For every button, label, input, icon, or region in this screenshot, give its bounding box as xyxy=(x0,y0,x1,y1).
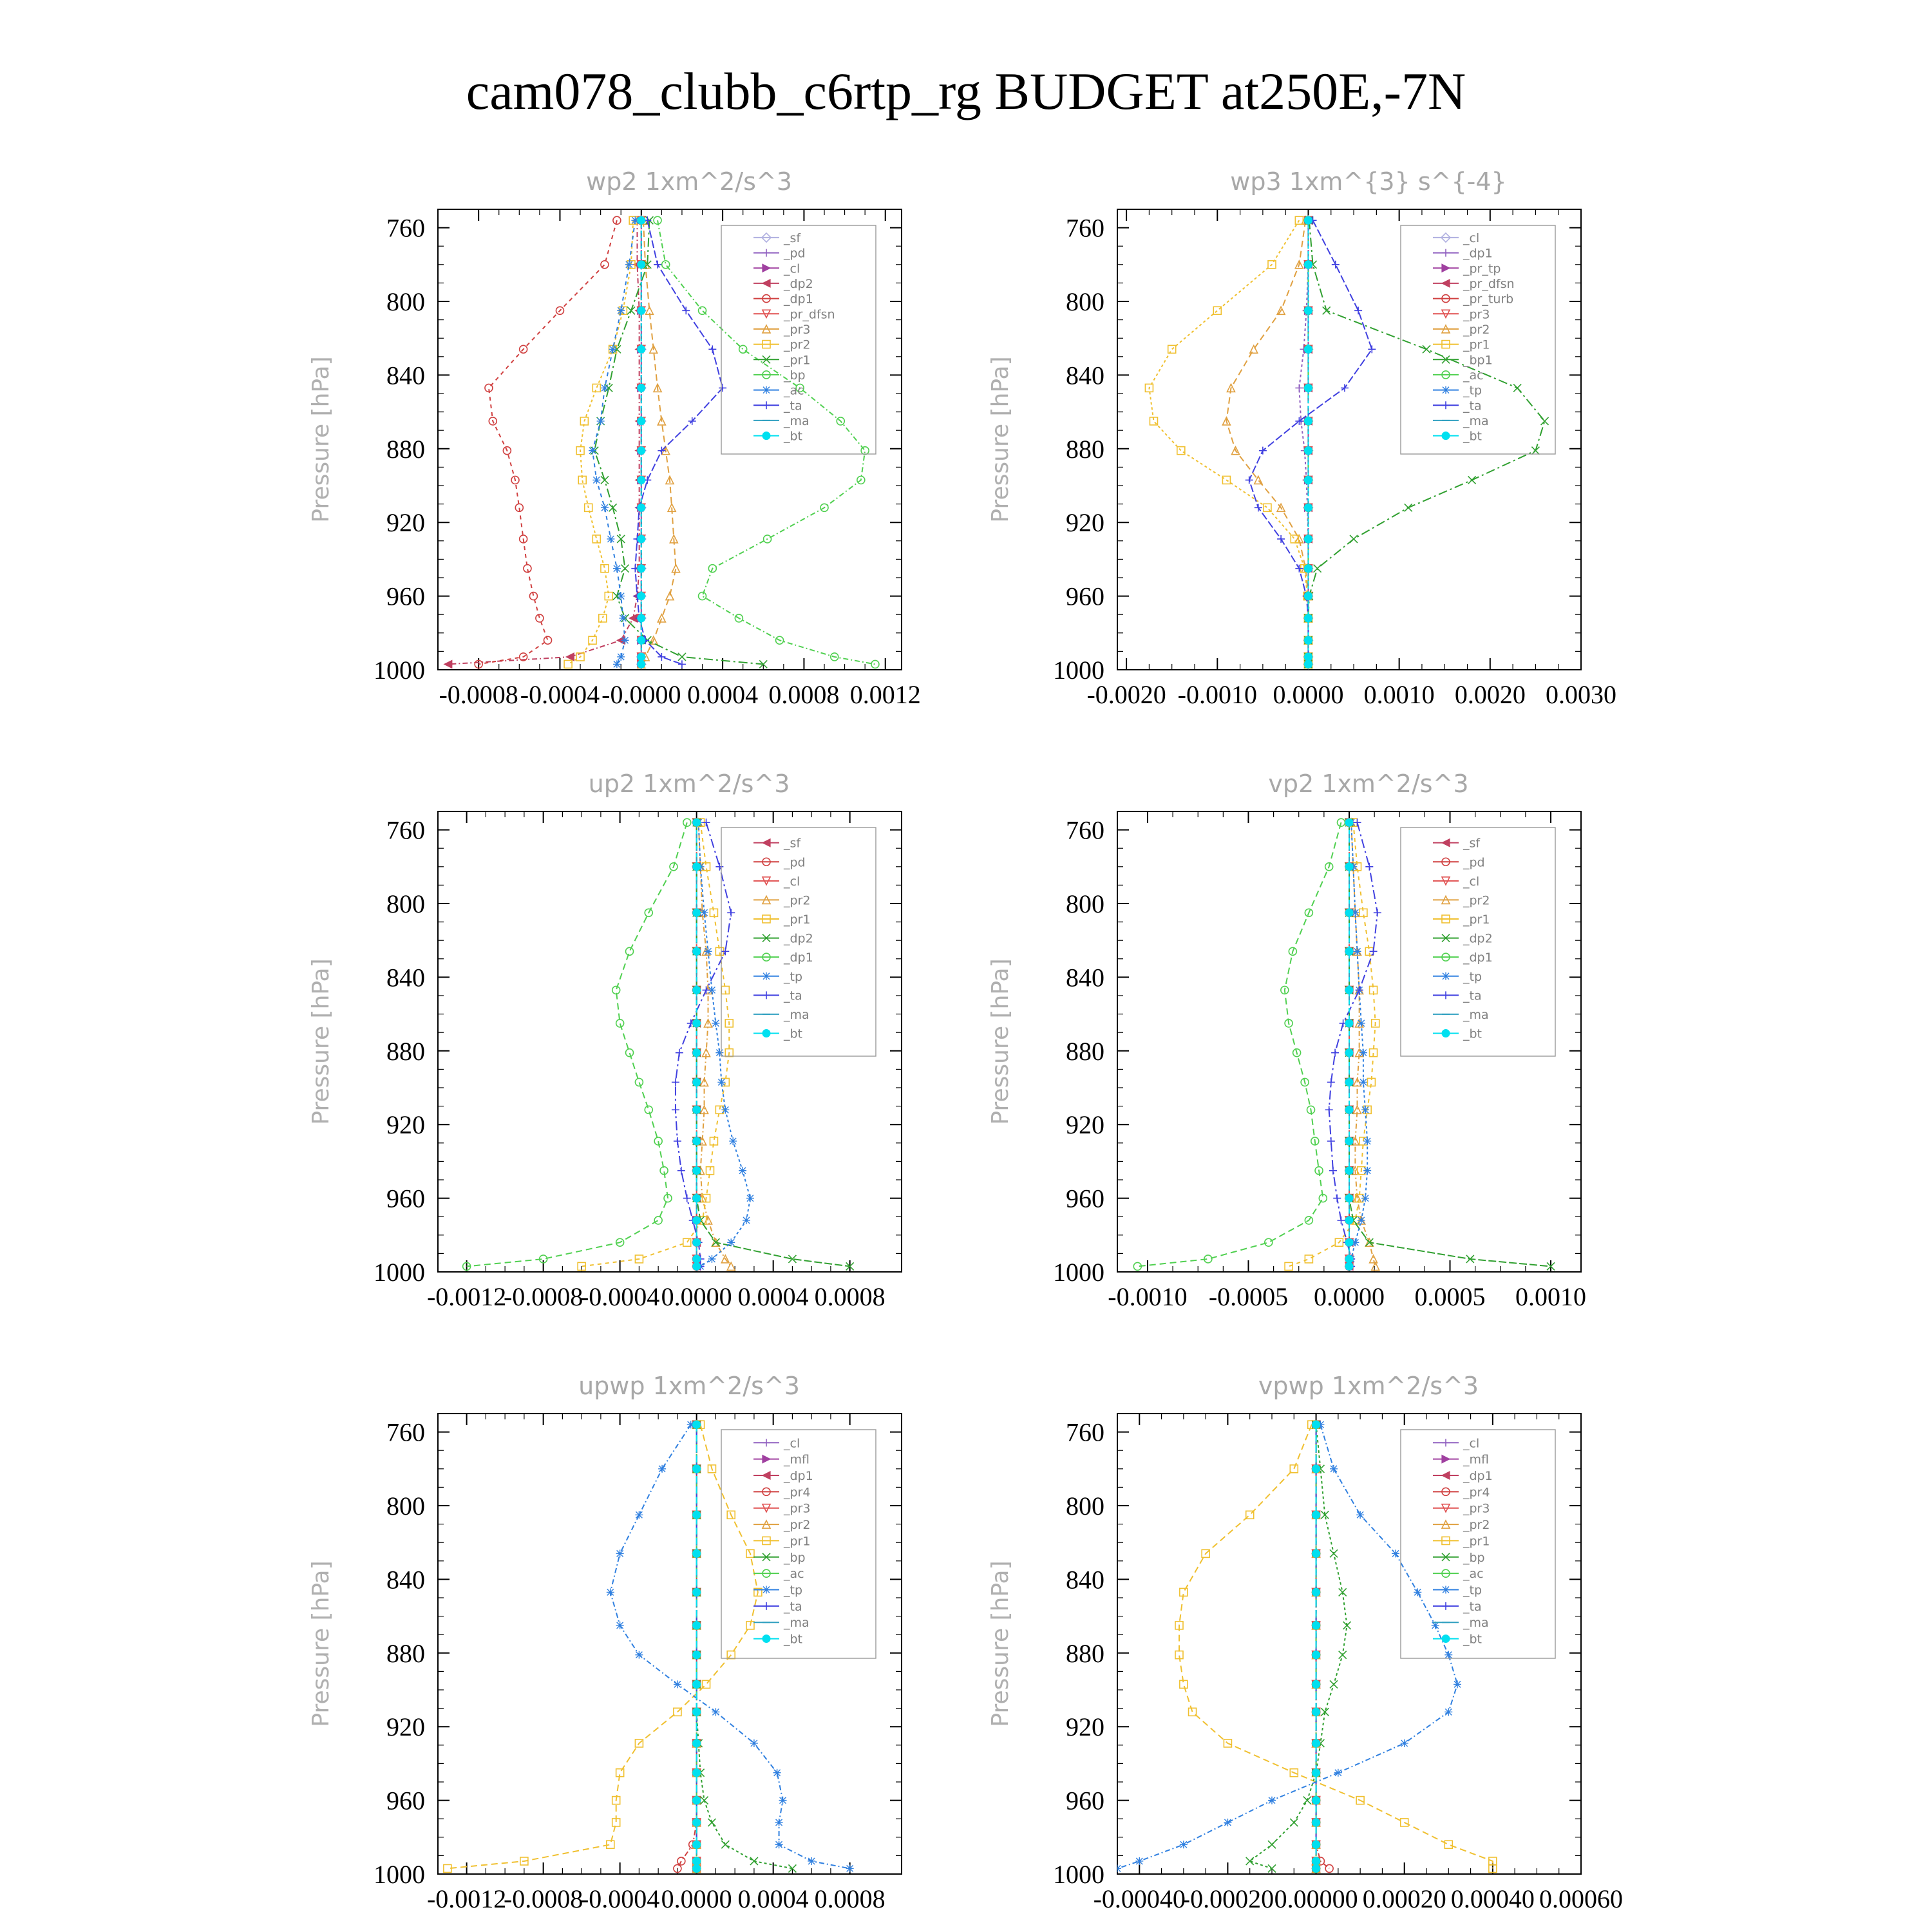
legend-entry xyxy=(753,247,806,261)
legend-label: _pr_turb xyxy=(1463,292,1514,307)
legend-label: _pr_dfsn xyxy=(1463,276,1515,291)
x-tick-label: -0.0004 xyxy=(580,1884,660,1913)
y-tick-label: 920 xyxy=(386,508,425,538)
legend-entry xyxy=(753,368,806,383)
legend-entry xyxy=(1433,1008,1489,1022)
legend-entry xyxy=(1433,292,1513,307)
legend xyxy=(1401,1430,1555,1658)
legend-label: _mfl xyxy=(1463,1452,1489,1467)
y-tick-label: 840 xyxy=(1066,963,1104,992)
legend-label: _ta xyxy=(784,399,802,413)
legend-label: _sf xyxy=(784,231,801,245)
y-tick-label: 960 xyxy=(386,582,425,611)
legend-label: _pr4 xyxy=(1463,1485,1490,1500)
legend-label: _ma xyxy=(1463,1616,1489,1631)
legend-entry xyxy=(1433,989,1482,1003)
legend-entry xyxy=(1433,277,1515,291)
y-tick-label: 1000 xyxy=(374,1258,425,1287)
y-tick-label: 760 xyxy=(386,213,425,243)
legend-entry xyxy=(753,261,800,276)
legend-label: _cl xyxy=(1463,1436,1480,1451)
legend-entry xyxy=(753,1584,802,1598)
series-line-pr2 xyxy=(699,822,732,1266)
legend-entry xyxy=(753,913,810,927)
legend-label: _ma xyxy=(784,1007,810,1022)
y-axis-label: Pressure [hPa] xyxy=(987,1560,1014,1727)
legend-label: _bt xyxy=(1463,1632,1482,1647)
y-axis-label: Pressure [hPa] xyxy=(987,958,1014,1125)
legend-entry xyxy=(1433,855,1485,869)
series-line-bp xyxy=(1250,1425,1347,1868)
panel-title: up2 1xm^2/s^3 xyxy=(588,770,790,798)
series-line-pr1 xyxy=(1149,220,1308,664)
legend-entry xyxy=(753,1616,810,1630)
legend-label: _tp xyxy=(784,1583,803,1598)
legend xyxy=(1401,828,1555,1056)
legend-label: _ac xyxy=(784,383,804,398)
x-tick-label: -0.0004 xyxy=(580,1282,660,1311)
series-markers-tp xyxy=(607,1421,854,1872)
y-tick-label: 960 xyxy=(1066,582,1104,611)
x-tick-label: -0.0012 xyxy=(426,1884,507,1913)
y-tick-label: 880 xyxy=(386,434,425,464)
y-axis-label: Pressure [hPa] xyxy=(308,958,334,1125)
legend-label: _pr4 xyxy=(784,1485,811,1500)
legend-label: _ma xyxy=(784,1616,810,1631)
panel-title: vpwp 1xm^2/s^3 xyxy=(1258,1372,1479,1400)
series-markers-dp1 xyxy=(475,216,621,668)
legend xyxy=(721,225,876,454)
y-tick-label: 880 xyxy=(386,1638,425,1668)
legend-label: _pr1 xyxy=(784,913,811,927)
y-tick-label: 1000 xyxy=(1053,1860,1104,1889)
legend-entry xyxy=(1433,932,1493,946)
y-tick-label: 760 xyxy=(386,1417,425,1447)
x-tick-label: 0.00060 xyxy=(1539,1884,1623,1913)
x-tick-label: 0.0000 xyxy=(1273,680,1344,709)
series-line-dp1 xyxy=(467,822,687,1266)
legend-entry xyxy=(753,1551,806,1565)
legend-label: _tp xyxy=(1463,1583,1482,1598)
series-group xyxy=(444,216,879,668)
legend-entry xyxy=(753,1600,802,1614)
chart-panel-5 xyxy=(308,1372,902,1913)
x-tick-label: 0.0004 xyxy=(687,680,759,709)
legend-label: _pr2 xyxy=(784,337,811,352)
series-markers-dp2 xyxy=(444,216,643,668)
legend-entry xyxy=(753,231,801,245)
y-tick-label: 800 xyxy=(386,1492,425,1520)
legend-label: _pr3 xyxy=(1463,1501,1490,1516)
series-line-bp xyxy=(658,220,875,664)
legend-label: _ta xyxy=(784,989,802,1003)
y-tick-label: 880 xyxy=(1066,1638,1104,1668)
legend-label: _tp xyxy=(1463,969,1482,984)
legend-label: _bt xyxy=(784,1632,803,1647)
y-tick-label: 960 xyxy=(1066,1184,1104,1213)
legend-label: _pr1 xyxy=(1463,1534,1490,1549)
legend-label: _ac xyxy=(784,1567,804,1582)
series-markers-dp1 xyxy=(463,819,691,1270)
legend-label: _sf xyxy=(1463,836,1481,851)
x-tick-label: 0.0008 xyxy=(814,1884,886,1913)
legend-entry xyxy=(753,430,802,444)
legend-label: _pd xyxy=(784,246,806,261)
series-group xyxy=(1133,819,1555,1270)
legend-entry xyxy=(1433,414,1489,428)
series-markers-ta xyxy=(631,216,726,668)
legend-label: _pr2 xyxy=(1463,1518,1490,1533)
legend-entry xyxy=(1433,951,1493,965)
legend-entry xyxy=(1433,1584,1482,1598)
legend-entry xyxy=(1433,368,1484,383)
x-tick-label: 0.0010 xyxy=(1363,680,1435,709)
x-tick-label: 0.00040 xyxy=(1450,1884,1535,1913)
legend-label: _sf xyxy=(784,836,801,851)
x-tick-label: -0.00020 xyxy=(1181,1884,1274,1913)
x-tick-label: -0.0010 xyxy=(1177,680,1257,709)
legend-entry xyxy=(753,1453,810,1467)
x-tick-label: 0.0004 xyxy=(737,1282,809,1311)
legend-label: _mfl xyxy=(784,1452,810,1467)
series-markers-pr1 xyxy=(1145,216,1312,668)
legend-entry xyxy=(1433,384,1482,398)
legend-entry xyxy=(1433,875,1479,889)
figure-title: cam078_clubb_c6rtp_rg BUDGET at250E,-7N xyxy=(466,62,1466,120)
legend-label: _pr3 xyxy=(1463,307,1490,322)
legend-entry xyxy=(1433,1633,1482,1647)
legend-entry xyxy=(753,338,810,352)
legend-entry xyxy=(753,1436,800,1450)
legend-label: _ma xyxy=(1463,1007,1489,1022)
y-tick-label: 840 xyxy=(1066,361,1104,390)
legend-label: _pd xyxy=(784,855,806,870)
legend-entry xyxy=(1433,1600,1482,1614)
legend-label: _tp xyxy=(784,969,803,984)
legend-entry xyxy=(1433,1534,1490,1548)
legend-label: _dp2 xyxy=(784,931,813,946)
x-tick-label: -0.0008 xyxy=(439,680,518,709)
legend-label: _pr1 xyxy=(784,1534,811,1549)
legend-label: _ac xyxy=(1463,368,1484,383)
legend-entry xyxy=(753,1518,810,1532)
panel-title: wp2 1xm^2/s^3 xyxy=(586,167,792,196)
y-tick-label: 880 xyxy=(1066,1036,1104,1066)
legend-label: _ta xyxy=(1463,1599,1482,1614)
y-tick-label: 840 xyxy=(386,361,425,390)
legend-label: _ma xyxy=(1463,413,1489,428)
legend-entry xyxy=(753,384,804,398)
plot-frame xyxy=(438,811,902,1272)
y-tick-label: 1000 xyxy=(1053,1258,1104,1287)
y-tick-label: 920 xyxy=(1066,1712,1104,1742)
legend-entry xyxy=(1433,323,1490,337)
x-tick-label: 0.0000 xyxy=(661,1282,732,1311)
x-tick-label: 0.00000 xyxy=(1274,1884,1358,1913)
panel-title: wp3 1xm^{3} s^{-4} xyxy=(1230,167,1507,196)
series-markers-dp2 xyxy=(693,819,854,1270)
legend xyxy=(721,1430,876,1658)
x-tick-label: 0.0030 xyxy=(1546,680,1616,709)
legend-entry xyxy=(753,277,813,291)
legend-entry xyxy=(753,951,813,965)
x-tick-label: -0.0008 xyxy=(503,1282,583,1311)
legend-label: _pr1 xyxy=(784,353,811,368)
legend-entry xyxy=(753,932,813,946)
x-tick-label: 0.0000 xyxy=(661,1884,732,1913)
legend-entry xyxy=(1433,1436,1479,1450)
legend-label: _ta xyxy=(784,1599,802,1614)
panel-title: vp2 1xm^2/s^3 xyxy=(1268,770,1469,798)
legend-label: _ma xyxy=(784,413,810,428)
legend-label: _dp1 xyxy=(784,951,813,965)
x-tick-label: -0.0000 xyxy=(601,680,681,709)
legend-entry xyxy=(1433,1616,1489,1630)
series-markers-pr2 xyxy=(695,819,735,1270)
legend-entry xyxy=(753,855,806,869)
series-line-ta xyxy=(676,822,731,1266)
legend-label: _dp1 xyxy=(1463,1469,1493,1483)
legend-label: _dp1 xyxy=(784,1469,813,1483)
series-line-dp1 xyxy=(1137,822,1341,1266)
legend-entry xyxy=(753,292,813,307)
x-tick-label: -0.0005 xyxy=(1208,1282,1289,1311)
series-markers-pr1 xyxy=(1285,819,1379,1270)
legend-entry xyxy=(1433,913,1490,927)
y-tick-label: 800 xyxy=(1066,889,1104,918)
legend-entry xyxy=(753,989,802,1003)
legend-label: _dp2 xyxy=(784,276,813,291)
series-line-dp2 xyxy=(1349,822,1551,1266)
legend-entry xyxy=(753,893,810,907)
legend-label: _cl xyxy=(784,874,800,889)
y-tick-label: 840 xyxy=(1066,1565,1104,1595)
series-markers-pr1 xyxy=(591,216,767,668)
series-markers-bp xyxy=(693,1421,797,1872)
y-tick-label: 800 xyxy=(386,287,425,316)
legend-entry xyxy=(1433,837,1481,851)
legend-label: _ta xyxy=(1463,989,1482,1003)
legend-entry xyxy=(1433,1551,1485,1565)
legend-label: _pd xyxy=(1463,855,1485,870)
x-tick-label: 0.0012 xyxy=(849,680,921,709)
x-tick-label: -0.0008 xyxy=(503,1884,583,1913)
series-line-tp xyxy=(611,1425,850,1868)
y-axis-label: Pressure [hPa] xyxy=(308,1560,334,1727)
legend xyxy=(1401,225,1555,454)
legend-entry xyxy=(753,307,835,321)
plot-frame xyxy=(438,209,902,670)
x-tick-label: -0.0004 xyxy=(520,680,600,709)
legend-label: _pr1 xyxy=(1463,337,1490,352)
chart-panel-4 xyxy=(987,770,1586,1311)
y-tick-label: 840 xyxy=(386,1565,425,1595)
legend-label: _ac xyxy=(1463,1567,1484,1582)
x-tick-label: -0.00040 xyxy=(1093,1884,1186,1913)
legend-label: _pr2 xyxy=(784,1518,811,1533)
legend-label: _bp xyxy=(784,368,806,383)
legend-entry xyxy=(1433,1485,1490,1499)
legend-entry xyxy=(1433,307,1490,321)
legend-label: _dp1 xyxy=(1463,951,1493,965)
legend-entry xyxy=(1433,1027,1482,1041)
y-tick-label: 760 xyxy=(1066,1417,1104,1447)
y-tick-label: 960 xyxy=(386,1184,425,1213)
x-tick-label: 0.0010 xyxy=(1515,1282,1587,1311)
series-group xyxy=(1113,1421,1497,1872)
legend-label: _pr3 xyxy=(784,322,811,337)
legend-label: _tp xyxy=(1463,383,1482,398)
legend-entry xyxy=(753,399,802,413)
series-line-dp2 xyxy=(697,822,850,1266)
y-tick-label: 760 xyxy=(1066,815,1104,845)
legend-entry xyxy=(753,1008,810,1022)
series-markers-pr2 xyxy=(1222,216,1312,668)
y-tick-label: 800 xyxy=(1066,287,1104,316)
legend-entry xyxy=(753,875,800,889)
legend-entry xyxy=(753,414,810,428)
legend-entry xyxy=(753,1469,813,1483)
legend-entry xyxy=(1433,970,1482,984)
series-markers-dp2 xyxy=(1345,819,1555,1270)
legend-entry xyxy=(1433,1453,1489,1467)
legend-entry xyxy=(753,1027,802,1041)
x-tick-label: 0.0000 xyxy=(1314,1282,1385,1311)
legend-entry xyxy=(1433,399,1482,413)
legend-label: _pr2 xyxy=(1463,322,1490,337)
y-tick-label: 920 xyxy=(1066,1110,1104,1140)
chart-panel-2 xyxy=(987,167,1616,709)
y-axis-label: Pressure [hPa] xyxy=(987,356,1014,523)
x-tick-label: -0.0020 xyxy=(1086,680,1166,709)
series-line-pr2 xyxy=(568,220,633,664)
x-tick-label: 0.00020 xyxy=(1362,1884,1446,1913)
chart-panel-3 xyxy=(308,770,902,1311)
y-tick-label: 960 xyxy=(386,1786,425,1815)
legend-label: _bp xyxy=(784,1550,806,1565)
series-line-dp2 xyxy=(448,220,639,664)
y-tick-label: 1000 xyxy=(374,1860,425,1889)
legend-label: _pr_dfsn xyxy=(784,307,835,322)
legend-entry xyxy=(753,323,810,337)
legend-label: _cl xyxy=(784,261,800,276)
series-line-ta xyxy=(635,220,723,664)
legend-label: _pr3 xyxy=(784,1501,811,1516)
legend-label: _pr2 xyxy=(1463,893,1490,908)
legend-label: _pr_tp xyxy=(1463,261,1501,276)
legend-label: _dp2 xyxy=(1463,931,1493,946)
y-tick-label: 880 xyxy=(1066,434,1104,464)
legend-label: _bt xyxy=(1463,1027,1482,1041)
x-tick-label: -0.0010 xyxy=(1108,1282,1188,1311)
legend-entry xyxy=(753,837,801,851)
legend-entry xyxy=(1433,1567,1484,1581)
series-markers-pr3 xyxy=(638,216,680,668)
legend-entry xyxy=(753,353,810,367)
y-tick-label: 920 xyxy=(1066,508,1104,538)
legend-label: _cl xyxy=(1463,874,1480,889)
legend-entry xyxy=(753,1633,802,1647)
y-tick-label: 880 xyxy=(386,1036,425,1066)
legend-label: _bt xyxy=(784,429,803,444)
y-tick-label: 960 xyxy=(1066,1786,1104,1815)
x-tick-label: 0.0008 xyxy=(768,680,840,709)
y-tick-label: 920 xyxy=(386,1110,425,1140)
y-tick-label: 1000 xyxy=(374,656,425,685)
series-markers-bp xyxy=(1246,1421,1351,1872)
plot-frame xyxy=(1117,1414,1581,1874)
legend-label: _cl xyxy=(784,1436,800,1451)
legend-label: _pr1 xyxy=(1463,913,1490,927)
x-tick-label: 0.0005 xyxy=(1414,1282,1486,1311)
series-line-pr2 xyxy=(1226,220,1308,664)
legend-entry xyxy=(1433,1502,1490,1516)
legend-label: _bt xyxy=(1463,429,1482,444)
legend xyxy=(721,828,876,1056)
plot-frame xyxy=(438,1414,902,1874)
y-tick-label: 840 xyxy=(386,963,425,992)
legend-label: _cl xyxy=(1463,231,1480,245)
x-tick-label: 0.0008 xyxy=(814,1282,886,1311)
x-tick-label: 0.0004 xyxy=(737,1884,809,1913)
x-tick-label: 0.0020 xyxy=(1454,680,1526,709)
legend-label: _bp xyxy=(1463,1550,1485,1565)
series-markers-dp1 xyxy=(1133,819,1345,1270)
chart-panel-6 xyxy=(987,1372,1623,1913)
legend-label: _dp1 xyxy=(784,292,813,307)
y-axis-label: Pressure [hPa] xyxy=(308,356,334,523)
y-tick-label: 1000 xyxy=(1053,656,1104,685)
legend-entry xyxy=(753,1534,810,1548)
legend-label: _ta xyxy=(1463,399,1482,413)
legend-entry xyxy=(753,1502,810,1516)
legend-entry xyxy=(1433,1518,1490,1532)
legend-entry xyxy=(1433,231,1479,245)
series-line-tp xyxy=(1117,1425,1457,1868)
legend-entry xyxy=(753,970,802,984)
chart-panel-1 xyxy=(308,167,921,709)
legend-label: _dp1 xyxy=(1463,246,1493,261)
series-line-pr1 xyxy=(448,1425,758,1868)
series-markers-pr1 xyxy=(444,1421,762,1872)
legend-entry xyxy=(1433,893,1490,907)
legend-entry xyxy=(1433,247,1493,261)
series-line-ac xyxy=(592,220,635,664)
legend-entry xyxy=(1433,338,1490,352)
legend-label: _pr2 xyxy=(784,893,811,908)
y-tick-label: 760 xyxy=(386,815,425,845)
legend-label: _bp1 xyxy=(1463,353,1493,368)
y-tick-label: 800 xyxy=(1066,1492,1104,1520)
legend-entry xyxy=(1433,430,1482,444)
legend-entry xyxy=(1433,261,1501,276)
y-tick-label: 800 xyxy=(386,889,425,918)
legend-label: _bt xyxy=(784,1027,803,1041)
legend-entry xyxy=(1433,1469,1493,1483)
y-tick-label: 760 xyxy=(1066,213,1104,243)
panel-title: upwp 1xm^2/s^3 xyxy=(578,1372,800,1400)
x-tick-label: -0.0012 xyxy=(426,1282,507,1311)
y-tick-label: 920 xyxy=(386,1712,425,1742)
series-markers-tp xyxy=(1113,1421,1461,1872)
legend-entry xyxy=(753,1567,804,1581)
legend-entry xyxy=(753,1485,810,1499)
